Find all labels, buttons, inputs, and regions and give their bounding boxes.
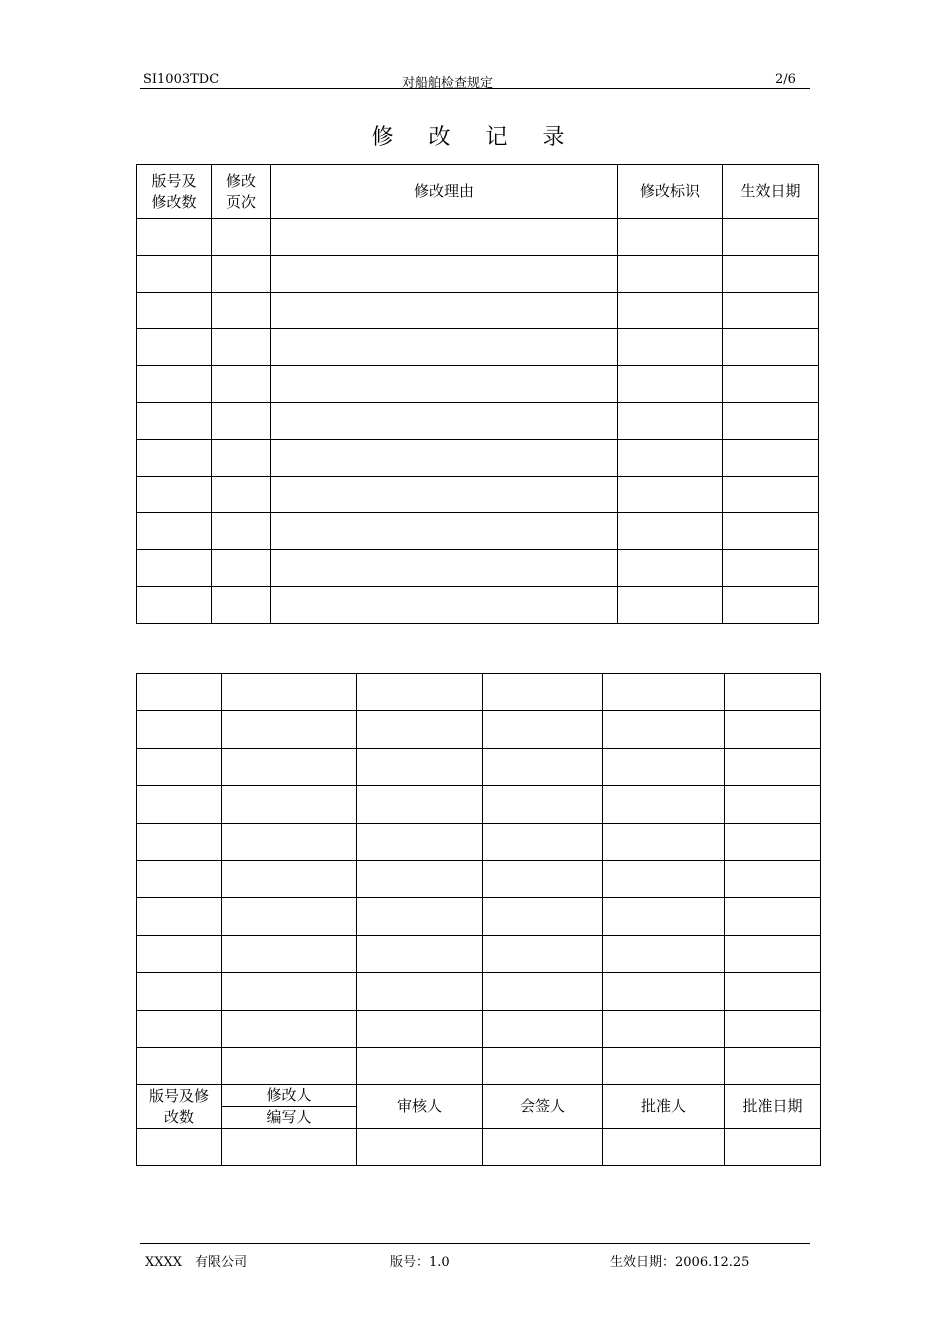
table-row xyxy=(137,586,819,623)
table-cell[interactable] xyxy=(212,586,271,623)
page-number: 2/6 xyxy=(775,72,796,87)
table-cell[interactable] xyxy=(618,329,723,366)
table-cell[interactable] xyxy=(137,1010,222,1047)
header-pages xyxy=(212,165,271,219)
table-cell[interactable] xyxy=(725,711,821,748)
table-row xyxy=(137,476,819,513)
table-cell[interactable] xyxy=(618,366,723,403)
table-cell[interactable] xyxy=(137,219,212,256)
header-version-count-line2: 改数 xyxy=(163,1107,194,1126)
table-row xyxy=(137,219,819,256)
table-cell[interactable] xyxy=(357,973,483,1010)
table-row xyxy=(137,1010,821,1047)
table-cell[interactable] xyxy=(137,255,212,292)
header-cosigner: 会签人 xyxy=(483,1085,603,1129)
table-cell[interactable] xyxy=(357,1129,483,1166)
table-cell[interactable] xyxy=(222,935,357,972)
table-cell[interactable] xyxy=(222,860,357,897)
table-cell[interactable] xyxy=(618,550,723,587)
table-cell[interactable] xyxy=(137,973,222,1010)
table-cell[interactable] xyxy=(618,255,723,292)
table-cell[interactable] xyxy=(137,1129,222,1166)
table-cell[interactable] xyxy=(603,935,725,972)
table-cell[interactable] xyxy=(603,748,725,785)
table-cell[interactable] xyxy=(723,439,819,476)
table-row xyxy=(137,292,819,329)
table-cell[interactable] xyxy=(222,973,357,1010)
table-cell[interactable] xyxy=(723,513,819,550)
table-cell[interactable] xyxy=(271,219,618,256)
table-cell[interactable] xyxy=(357,823,483,860)
table-cell[interactable] xyxy=(271,513,618,550)
footer-company: XXXX 有限公司 xyxy=(145,1255,248,1270)
table-cell[interactable] xyxy=(618,513,723,550)
table-cell[interactable] xyxy=(137,402,212,439)
table-row xyxy=(137,748,821,785)
table-cell[interactable] xyxy=(137,1047,222,1084)
table-row xyxy=(137,935,821,972)
page-title: 修 改 记 录 xyxy=(371,125,579,150)
table-cell[interactable] xyxy=(618,292,723,329)
header-version-count-line1: 版号及修 xyxy=(148,1086,209,1105)
table-cell[interactable] xyxy=(725,786,821,823)
table-cell[interactable] xyxy=(271,402,618,439)
table-row xyxy=(137,786,821,823)
doc-title: 对船舶检查规定 xyxy=(402,76,494,91)
table-row xyxy=(137,898,821,935)
table-cell[interactable] xyxy=(357,748,483,785)
table-cell[interactable] xyxy=(212,366,271,403)
table-cell[interactable] xyxy=(618,476,723,513)
table-cell[interactable] xyxy=(137,786,222,823)
table-cell[interactable] xyxy=(725,973,821,1010)
table-cell[interactable] xyxy=(725,935,821,972)
table-cell[interactable] xyxy=(212,476,271,513)
table-cell[interactable] xyxy=(271,586,618,623)
table-cell[interactable] xyxy=(723,586,819,623)
header-version-line1: 版号及 xyxy=(151,171,197,190)
doc-code: SI1003TDC xyxy=(143,72,220,87)
table-row xyxy=(137,366,819,403)
table-row xyxy=(137,1129,821,1166)
table-cell[interactable] xyxy=(137,329,212,366)
table-cell[interactable] xyxy=(483,860,603,897)
table-cell[interactable] xyxy=(357,711,483,748)
table-cell[interactable] xyxy=(618,439,723,476)
header-approver: 批准人 xyxy=(603,1085,725,1129)
table-row xyxy=(137,823,821,860)
table-cell[interactable] xyxy=(137,711,222,748)
table-cell[interactable] xyxy=(212,513,271,550)
table-cell[interactable] xyxy=(137,935,222,972)
table-cell[interactable] xyxy=(483,748,603,785)
table-cell[interactable] xyxy=(222,786,357,823)
table-cell[interactable] xyxy=(725,860,821,897)
table-cell[interactable] xyxy=(723,402,819,439)
table-cell[interactable] xyxy=(603,898,725,935)
table-row xyxy=(137,674,821,711)
table-cell[interactable] xyxy=(725,1047,821,1084)
table-cell[interactable] xyxy=(222,1010,357,1047)
table-cell[interactable] xyxy=(222,748,357,785)
table-cell[interactable] xyxy=(357,786,483,823)
header-approval-date: 批准日期 xyxy=(725,1085,821,1129)
table-cell[interactable] xyxy=(603,786,725,823)
footer-effective-date: 生效日期：2006.12.25 xyxy=(610,1255,750,1270)
table-cell[interactable] xyxy=(723,476,819,513)
header-reviewer: 审核人 xyxy=(357,1085,483,1129)
table-cell[interactable] xyxy=(725,674,821,711)
table-row xyxy=(137,711,821,748)
header-writer: 编写人 xyxy=(266,1108,312,1127)
table-cell[interactable] xyxy=(603,860,725,897)
table-cell[interactable] xyxy=(723,329,819,366)
table-cell[interactable] xyxy=(618,219,723,256)
table-cell[interactable] xyxy=(137,476,212,513)
header-reason: 修改理由 xyxy=(271,165,618,219)
table-cell[interactable] xyxy=(618,402,723,439)
table-cell[interactable] xyxy=(212,402,271,439)
table-row xyxy=(137,402,819,439)
revision-header-row xyxy=(137,165,819,219)
table-cell[interactable] xyxy=(212,439,271,476)
table-cell[interactable] xyxy=(725,1010,821,1047)
table-cell[interactable] xyxy=(137,860,222,897)
table-cell[interactable] xyxy=(222,898,357,935)
table-cell[interactable] xyxy=(483,973,603,1010)
table-cell[interactable] xyxy=(222,711,357,748)
header-mark: 修改标识 xyxy=(618,165,723,219)
header-version-line2: 修改数 xyxy=(151,192,197,211)
table-cell[interactable] xyxy=(137,366,212,403)
table-cell[interactable] xyxy=(483,1047,603,1084)
footer-version: 版号：1.0 xyxy=(390,1255,450,1270)
table-cell[interactable] xyxy=(483,935,603,972)
header-divider xyxy=(140,88,810,89)
table-cell[interactable] xyxy=(603,1047,725,1084)
header-version-count xyxy=(137,1085,222,1129)
table-cell[interactable] xyxy=(603,973,725,1010)
table-cell[interactable] xyxy=(357,1010,483,1047)
table-cell[interactable] xyxy=(483,898,603,935)
table-cell[interactable] xyxy=(357,674,483,711)
table-cell[interactable] xyxy=(271,550,618,587)
table-cell[interactable] xyxy=(723,550,819,587)
table-cell[interactable] xyxy=(603,823,725,860)
table-cell[interactable] xyxy=(271,366,618,403)
table-cell[interactable] xyxy=(222,1129,357,1166)
table-cell[interactable] xyxy=(483,1010,603,1047)
table-cell[interactable] xyxy=(222,823,357,860)
table-cell[interactable] xyxy=(137,674,222,711)
footer-divider xyxy=(140,1243,810,1244)
table-row xyxy=(137,255,819,292)
header-pages-line2: 页次 xyxy=(225,192,256,211)
approval-header-row xyxy=(137,1085,821,1129)
table-row xyxy=(137,439,819,476)
table-cell[interactable] xyxy=(357,1047,483,1084)
table-cell[interactable] xyxy=(271,439,618,476)
approval-table xyxy=(136,673,821,1166)
table-cell[interactable] xyxy=(222,1047,357,1084)
table-row xyxy=(137,860,821,897)
table-cell[interactable] xyxy=(725,823,821,860)
table-cell[interactable] xyxy=(271,476,618,513)
table-cell[interactable] xyxy=(483,674,603,711)
header-modifier: 修改人 xyxy=(222,1085,356,1107)
table-cell[interactable] xyxy=(483,1129,603,1166)
header-modifier-writer xyxy=(222,1085,357,1129)
table-cell[interactable] xyxy=(212,255,271,292)
table-cell[interactable] xyxy=(271,292,618,329)
table-cell[interactable] xyxy=(137,513,212,550)
table-cell[interactable] xyxy=(222,674,357,711)
table-cell[interactable] xyxy=(137,748,222,785)
table-cell[interactable] xyxy=(483,786,603,823)
table-cell[interactable] xyxy=(483,823,603,860)
table-cell[interactable] xyxy=(357,860,483,897)
table-cell[interactable] xyxy=(723,292,819,329)
table-row xyxy=(137,329,819,366)
table-cell[interactable] xyxy=(137,586,212,623)
table-row xyxy=(137,550,819,587)
table-cell[interactable] xyxy=(618,586,723,623)
header-version xyxy=(137,165,212,219)
table-row xyxy=(137,513,819,550)
table-cell[interactable] xyxy=(271,255,618,292)
table-cell[interactable] xyxy=(137,898,222,935)
header-pages-line1: 修改 xyxy=(225,171,256,190)
table-cell[interactable] xyxy=(137,550,212,587)
table-cell[interactable] xyxy=(137,439,212,476)
table-cell[interactable] xyxy=(357,935,483,972)
header-effective-date: 生效日期 xyxy=(723,165,819,219)
table-row xyxy=(137,1047,821,1084)
table-cell[interactable] xyxy=(137,292,212,329)
table-cell[interactable] xyxy=(483,711,603,748)
table-cell[interactable] xyxy=(357,898,483,935)
table-cell[interactable] xyxy=(725,748,821,785)
table-cell[interactable] xyxy=(603,711,725,748)
table-cell[interactable] xyxy=(725,1129,821,1166)
table-cell[interactable] xyxy=(603,1129,725,1166)
table-cell[interactable] xyxy=(212,292,271,329)
table-cell[interactable] xyxy=(212,550,271,587)
revision-table xyxy=(136,164,819,624)
table-cell[interactable] xyxy=(725,898,821,935)
table-cell[interactable] xyxy=(137,823,222,860)
table-cell[interactable] xyxy=(271,329,618,366)
table-cell[interactable] xyxy=(603,1010,725,1047)
table-cell[interactable] xyxy=(212,219,271,256)
table-cell[interactable] xyxy=(723,366,819,403)
table-cell[interactable] xyxy=(212,329,271,366)
table-cell[interactable] xyxy=(723,219,819,256)
table-cell[interactable] xyxy=(723,255,819,292)
table-row xyxy=(137,973,821,1010)
table-cell[interactable] xyxy=(603,674,725,711)
